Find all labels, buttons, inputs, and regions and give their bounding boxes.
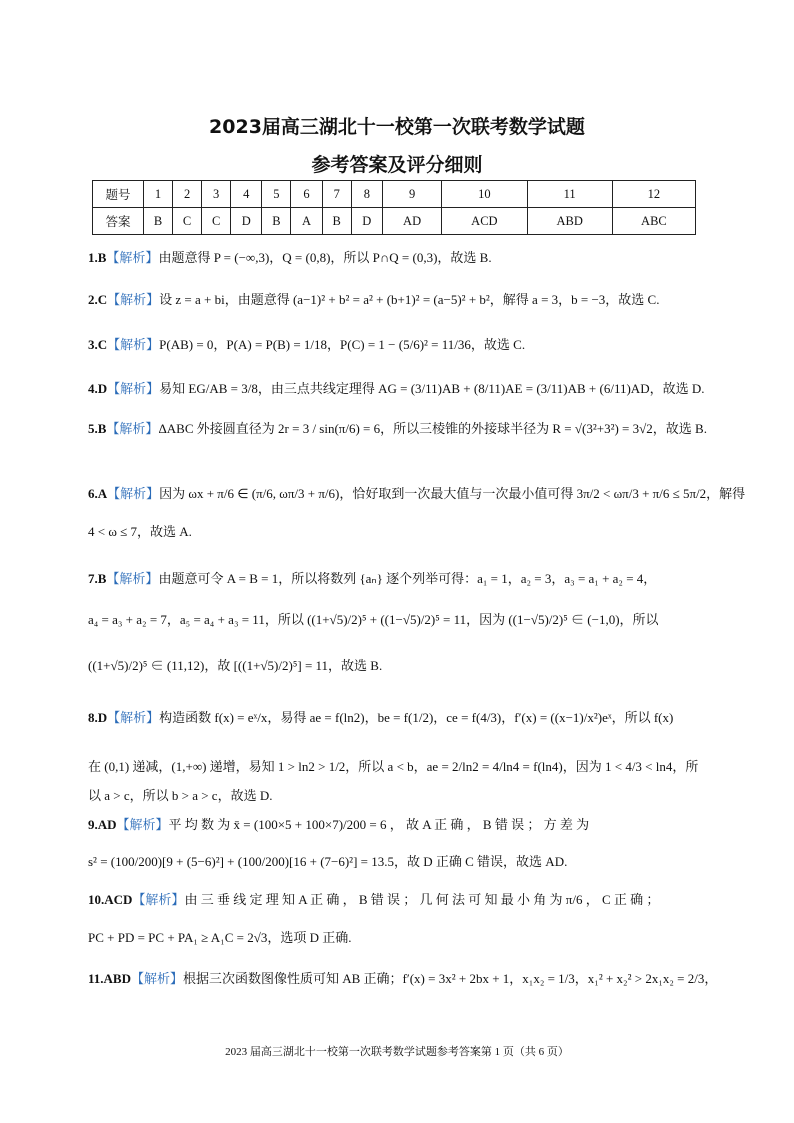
table-cell: C bbox=[202, 208, 231, 235]
solution-text: s² = (100/200)[9 + (5−6)²] + (100/200)[16 + (7−6)²] = 13.5，故 D 正确 C 错误，故选 AD. bbox=[88, 854, 568, 869]
analysis-tag: 【解析】 bbox=[106, 421, 159, 436]
solution-text: a₄ = a₃ + a₂ = 7，a₅ = a₄ + a₃ = 11，所以 ((1+√5)/2)⁵ + ((1−√5)/2)⁵ = 11，因为 ((1−√5)/2)⁵ ∈ (−1,0)，所以 bbox=[88, 612, 659, 627]
solution-text: 由 三 垂 线 定 理 知 A 正 确 ， B 错 误 ； 几 何 法 可 知 最 小 角 为 π/6 ， C 正 确 ； bbox=[184, 892, 660, 907]
table-cell: 7 bbox=[322, 181, 351, 208]
document-title: 2023届高三湖北十一校第一次联考数学试题 bbox=[209, 116, 585, 138]
answer-table bbox=[92, 180, 696, 235]
analysis-tag: 【解析】 bbox=[107, 381, 160, 396]
solution-line bbox=[88, 655, 702, 674]
page-footer: 2023 届高三湖北十一校第一次联考数学试题参考答案第 1 页（共 6 页） bbox=[225, 1046, 569, 1058]
solution-line bbox=[88, 814, 702, 833]
solution-line bbox=[88, 521, 702, 540]
solution-text: 根据三次函数图像性质可知 AB 正确；f′(x) = 3x² + 2bx + 1，x₁x₂ = 1/3，x₁² + x₂² > 2x₁x₂ = 2/3， bbox=[183, 971, 718, 986]
solution-line bbox=[88, 707, 702, 726]
solution-line bbox=[88, 289, 702, 308]
question-number: 8.D bbox=[88, 710, 108, 725]
solution-text: 因为 ωx + π/6 ∈ (π/6, ωπ/3 + π/6)，恰好取到一次最大值与一次最小值可得 3π/2 < ωπ/3 + π/6 ≤ 5π/2，解得 bbox=[159, 486, 746, 501]
solution-line bbox=[88, 568, 702, 587]
table-cell: ABC bbox=[612, 208, 695, 235]
question-number: 3.C bbox=[88, 337, 108, 352]
table-cell: ABD bbox=[527, 208, 612, 235]
table-cell: A bbox=[291, 208, 322, 235]
question-number: 1.B bbox=[88, 250, 107, 265]
document-subtitle: 参考答案及评分细则 bbox=[311, 154, 483, 176]
solution-text: 由题意得 P = (−∞,3)，Q = (0,8)，所以 P∩Q = (0,3)，故选 B. bbox=[158, 250, 492, 265]
solution-text: 易知 EG/AB = 3/8，由三点共线定理得 AG = (3/11)AB + (8/11)AE = (3/11)AB + (6/11)AD，故选 D. bbox=[159, 381, 705, 396]
table-cell: 12 bbox=[612, 181, 695, 208]
question-number: 6.A bbox=[88, 486, 108, 501]
table-cell: B bbox=[322, 208, 351, 235]
table-row-numbers bbox=[93, 181, 696, 208]
table-cell: B bbox=[262, 208, 291, 235]
analysis-tag: 【解析】 bbox=[106, 571, 159, 586]
analysis-tag: 【解析】 bbox=[130, 971, 183, 986]
table-cell: D bbox=[351, 208, 382, 235]
table-cell: 5 bbox=[262, 181, 291, 208]
analysis-tag: 【解析】 bbox=[107, 337, 160, 352]
table-cell: C bbox=[173, 208, 202, 235]
table-cell: 11 bbox=[527, 181, 612, 208]
solution-line bbox=[88, 968, 718, 987]
table-cell: 6 bbox=[291, 181, 322, 208]
analysis-tag: 【解析】 bbox=[116, 817, 169, 832]
solution-text: 平 均 数 为 x̄ = (100×5 + 100×7)/200 = 6 ， 故 A 正 确 ， B 错 误 ； 方 差 为 bbox=[168, 817, 590, 832]
table-cell: D bbox=[231, 208, 262, 235]
analysis-tag: 【解析】 bbox=[107, 710, 160, 725]
table-cell: ACD bbox=[442, 208, 527, 235]
solution-text: 构造函数 f(x) = eˣ/x，易得 ae = f(ln2)，be = f(1/2)，ce = f(4/3)，f′(x) = ((x−1)/x²)eˣ，所以 f(x) bbox=[159, 710, 674, 725]
table-header-cell: 题号 bbox=[93, 181, 144, 208]
solution-line bbox=[88, 609, 702, 628]
solution-line bbox=[88, 785, 702, 804]
question-number: 5.B bbox=[88, 421, 107, 436]
table-header-cell: 答案 bbox=[93, 208, 144, 235]
table-row-answers bbox=[93, 208, 696, 235]
analysis-tag: 【解析】 bbox=[106, 250, 159, 265]
solution-text: P(AB) = 0，P(A) = P(B) = 1/18，P(C) = 1 − (5/6)² = 11/36，故选 C. bbox=[159, 337, 526, 352]
table-cell: 3 bbox=[202, 181, 231, 208]
solution-text: ΔABC 外接圆直径为 2r = 3 / sin(π/6) = 6，所以三棱锥的外接球半径为 R = √(3²+3²) = 3√2，故选 B. bbox=[158, 421, 707, 436]
solution-line bbox=[88, 378, 705, 397]
solution-line bbox=[88, 756, 702, 775]
solution-text: ((1+√5)/2)⁵ ∈ (11,12)，故 [((1+√5)/2)⁵] = 11，故选 B. bbox=[88, 658, 383, 673]
solution-line bbox=[88, 889, 702, 908]
table-cell: 9 bbox=[382, 181, 441, 208]
solution-line bbox=[88, 247, 702, 266]
analysis-tag: 【解析】 bbox=[107, 292, 160, 307]
solution-line bbox=[88, 927, 702, 946]
table-cell: 2 bbox=[173, 181, 202, 208]
table-cell: 1 bbox=[144, 181, 173, 208]
analysis-tag: 【解析】 bbox=[132, 892, 185, 907]
solution-text: 4 < ω ≤ 7，故选 A. bbox=[88, 524, 192, 539]
solution-text: 由题意可令 A = B = 1，所以将数列 {aₙ} 逐个列举可得：a₁ = 1，a₂ = 3，a₃ = a₁ + a₂ = 4， bbox=[158, 571, 657, 586]
table-cell: AD bbox=[382, 208, 441, 235]
solution-text: 以 a > c，所以 b > a > c，故选 D. bbox=[88, 788, 273, 803]
table-cell: B bbox=[144, 208, 173, 235]
question-number: 11.ABD bbox=[88, 971, 131, 986]
question-number: 7.B bbox=[88, 571, 107, 586]
solution-line bbox=[88, 483, 746, 502]
table-cell: 10 bbox=[442, 181, 527, 208]
solution-line bbox=[88, 851, 702, 870]
question-number: 9.AD bbox=[88, 817, 117, 832]
solution-text: 在 (0,1) 递减，(1,+∞) 递增，易知 1 > ln2 > 1/2，所以 a < b，ae = 2/ln2 = 4/ln4 = f(ln4)，因为 1 < 4/3 < ln4，所 bbox=[88, 759, 699, 774]
solution-line bbox=[88, 334, 702, 353]
table-cell: 8 bbox=[351, 181, 382, 208]
solution-text: PC + PD = PC + PA₁ ≥ A₁C = 2√3，选项 D 正确. bbox=[88, 930, 352, 945]
question-number: 4.D bbox=[88, 381, 108, 396]
question-number: 2.C bbox=[88, 292, 108, 307]
solution-line bbox=[88, 418, 707, 437]
solution-text: 设 z = a + bi，由题意得 (a−1)² + b² = a² + (b+1)² = (a−5)² + b²，解得 a = 3，b = −3，故选 C. bbox=[159, 292, 660, 307]
table-cell: 4 bbox=[231, 181, 262, 208]
question-number: 10.ACD bbox=[88, 892, 133, 907]
analysis-tag: 【解析】 bbox=[107, 486, 160, 501]
